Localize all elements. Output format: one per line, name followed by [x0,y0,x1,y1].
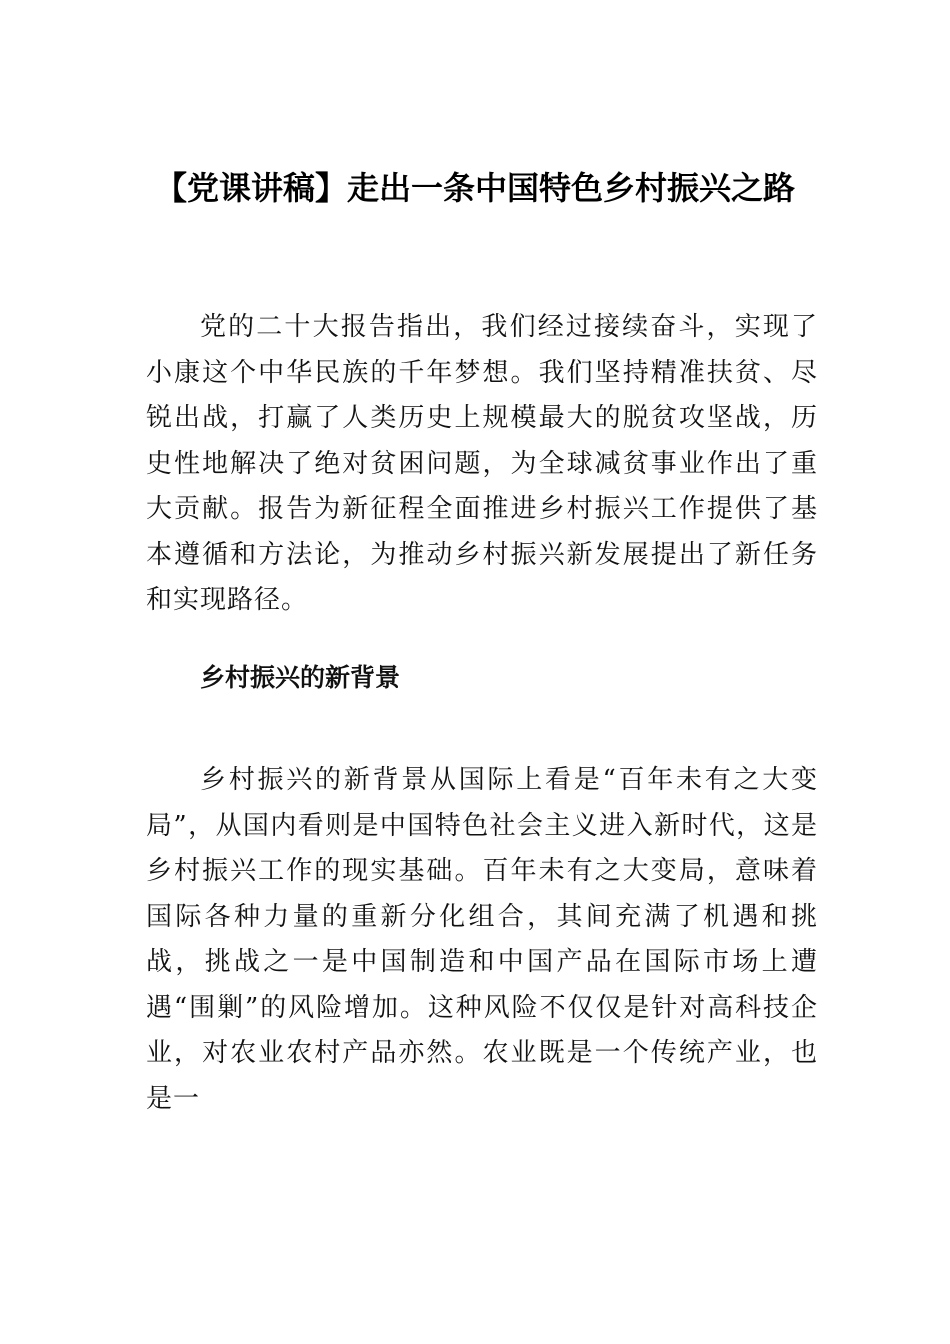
paragraph-background: 乡村振兴的新背景从国际上看是“百年未有之大变局”，从国内看则是中国特色社会主义进入新时代，这是乡村振兴工作的现实基础。百年未有之大变局，意味着国际各种力量的重新分化组合，其间充满了机遇和挑战，挑战之一是中国制造和中国产品在国际市场上遭遇“围剿”的风险增加。这种风险不仅仅是针对高科技企业，对农业农村产品亦然。农业既是一个传统产业，也是一 [146,765,818,1114]
document-title: 【党课讲稿】走出一条中国特色乡村振兴之路 [154,169,795,207]
paragraph-intro: 党的二十大报告指出，我们经过接续奋斗，实现了小康这个中华民族的千年梦想。我们坚持精准扶贫、尽锐出战，打赢了人类历史上规模最大的脱贫攻坚战，历史性地解决了绝对贫困问题，为全球减贫事业作出了重大贡献。报告为新征程全面推进乡村振兴工作提供了基本遵循和方法论，为推动乡村振兴新发展提出了新任务和实现路径。 [146,312,818,615]
section-heading: 乡村振兴的新背景 [200,663,401,692]
